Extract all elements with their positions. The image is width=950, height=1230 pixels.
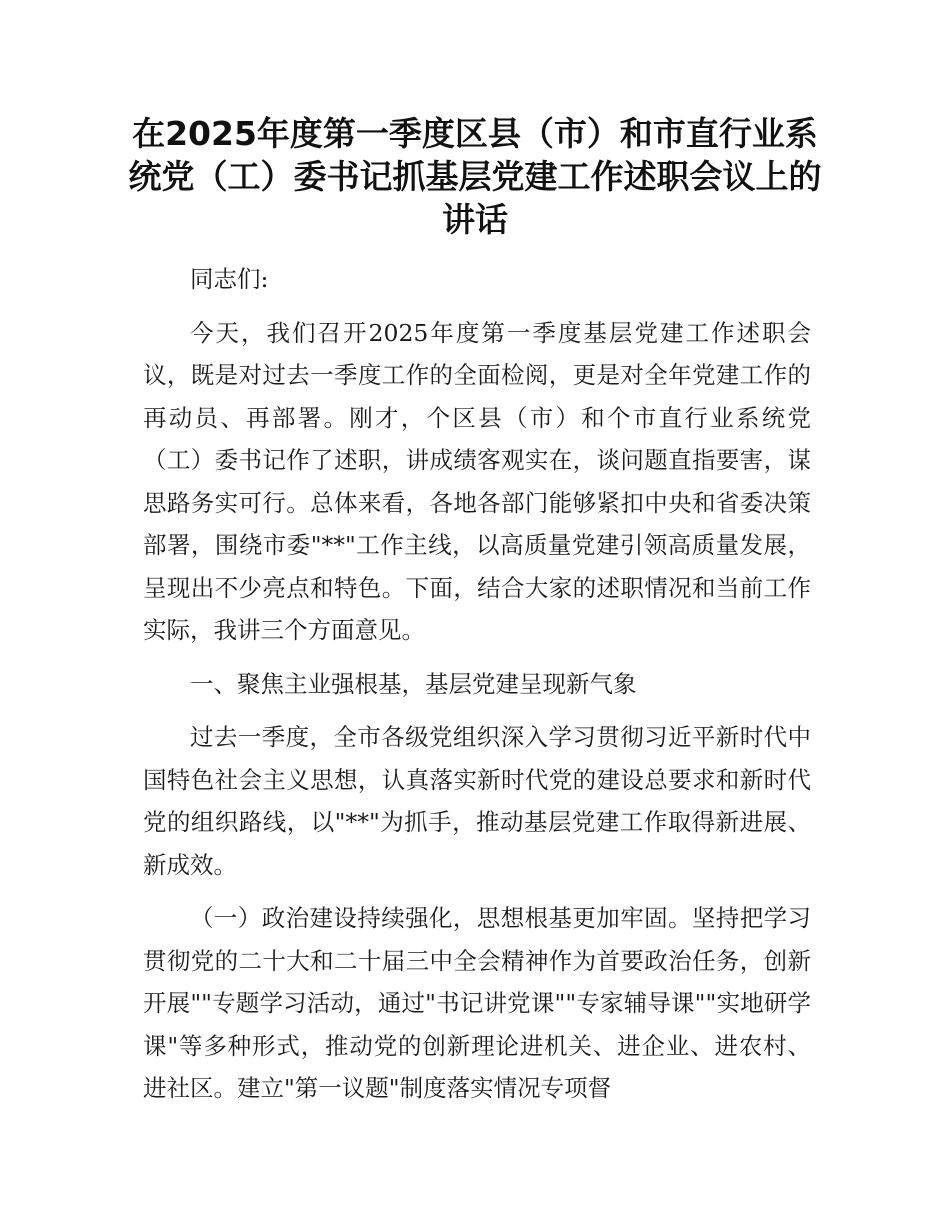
document-title: 在2025年度第一季度区县（市）和市直行业系统党（工）委书记抓基层党建工作述职会议上的讲话 bbox=[128, 114, 822, 239]
document-body bbox=[143, 258, 811, 1121]
paragraph-subsection: （一）政治建设持续强化，思想根基更加牢固。坚持把学习贯彻党的二十大和二十届三中全会精神作为首要政治任务，创新开展""专题学习活动，通过"书记讲党课""专家辅导课""实地研学课"等多种形式，推动党的创新理论进机关、进企业、进农村、进社区。建立"第一议题"制度落实情况专项督 bbox=[143, 904, 811, 1102]
paragraph-section-intro: 过去一季度，全市各级党组织深入学习贯彻习近平新时代中国特色社会主义思想，认真落实新时代党的建设总要求和新时代党的组织路线，以"**"为抓手，推动基层党建工作取得新进展、新成效。 bbox=[143, 723, 811, 879]
section-heading: 一、聚焦主业强根基，基层党建呈现新气象 bbox=[190, 669, 637, 698]
salutation: 同志们: bbox=[190, 265, 269, 293]
paragraph-opening: 今天，我们召开2025年度第一季度基层党建工作述职会议，既是对过去一季度工作的全面检阅，更是对全年党建工作的再动员、再部署。刚才，个区县（市）和个市直行业系统党（工）委书记作了述职，讲成绩客观实在，谈问题直指要害，谋思路务实可行。总体来看，各地各部门能够紧扣中央和省委决策部署，围绕市委"**"工作主线，以高质量党建引领高质量发展，呈现出不少亮点和特色。下面，结合大家的述职情况和当前工作实际，我讲三个方面意见。 bbox=[143, 318, 811, 644]
